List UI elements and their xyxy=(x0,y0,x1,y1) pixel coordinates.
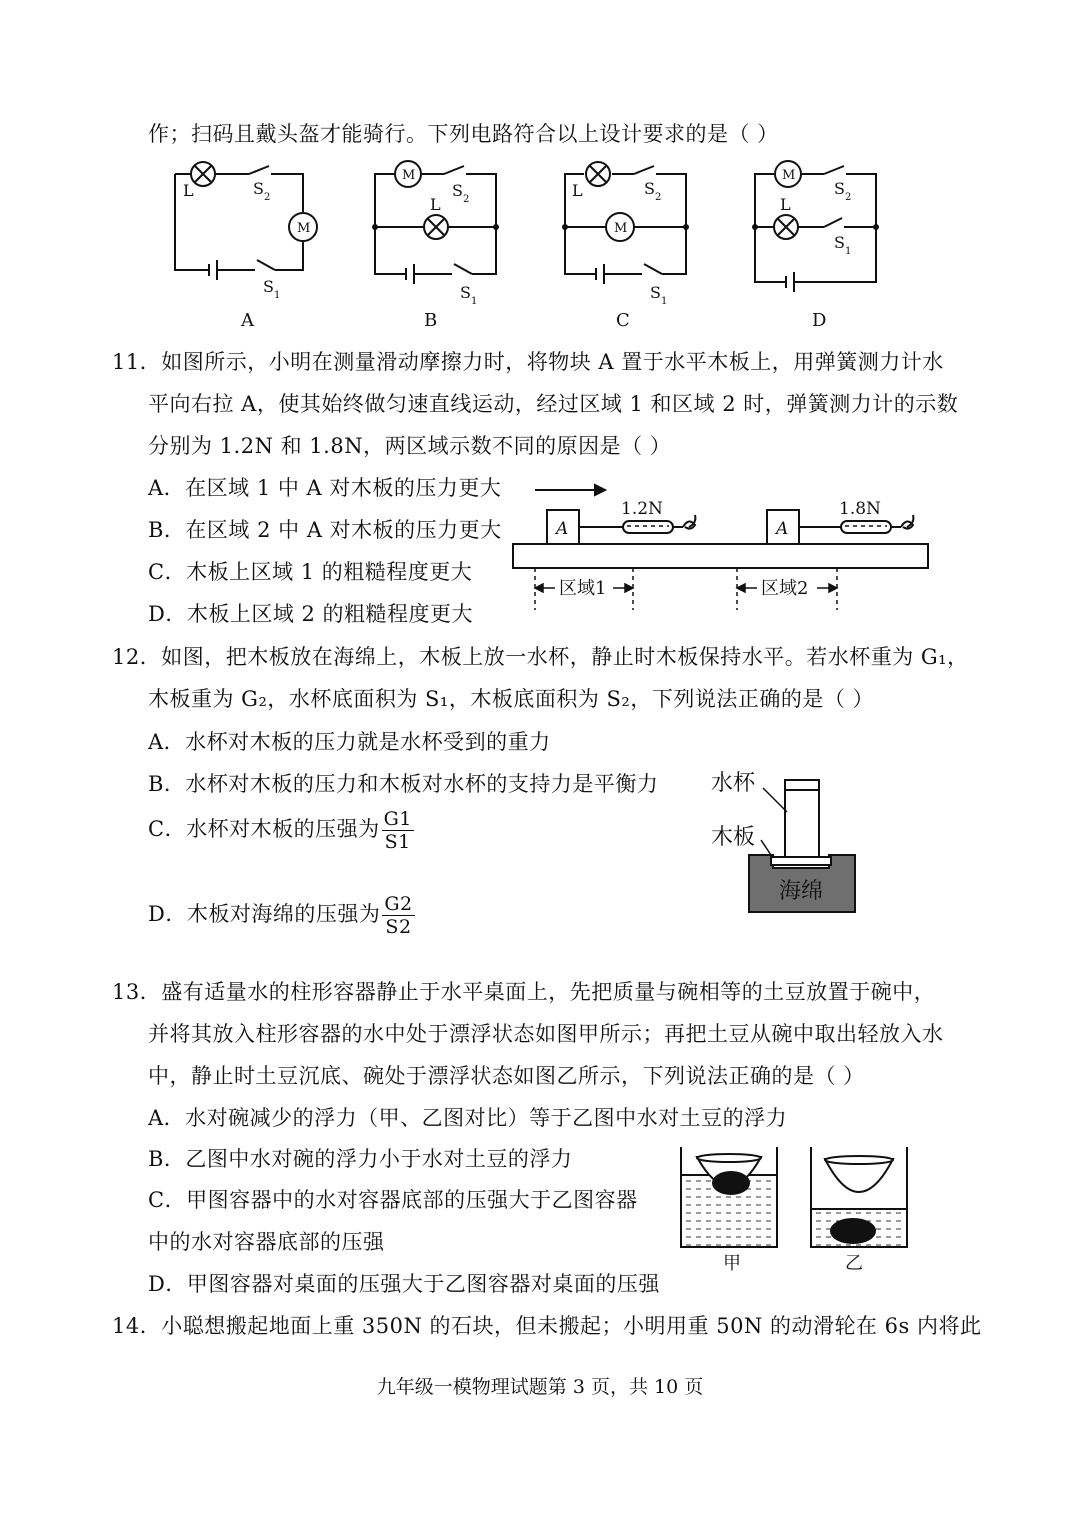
q11-stem-line-2: 平向右拉 A，使其始终做匀速直线运动，经过区域 1 和区域 2 时，弹簧测力计的示数 xyxy=(148,392,959,416)
option-a-label: A xyxy=(241,310,254,331)
board-label: 木板 xyxy=(711,825,756,850)
option-b-label: B xyxy=(424,310,438,331)
q13-option-c: C．甲图容器中的水对容器底部的压强大于乙图容器 xyxy=(148,1188,638,1212)
q12-option-c: C．水杯对木板的压强为 $\frac{G1}{S1}$ xyxy=(148,808,412,853)
svg-text:M: M xyxy=(782,168,796,183)
lamp-label: L xyxy=(183,181,194,200)
pressure-fraction-c: $\frac{G1}{S1}$ xyxy=(383,808,412,853)
q13-option-a: A．水对碗减少的浮力（甲、乙图对比）等于乙图中水对土豆的浮力 xyxy=(148,1106,788,1130)
region-1-label: 区域1 xyxy=(559,578,607,599)
circuit-diagram-a xyxy=(165,152,325,332)
q14-stem-line-1: 14．小聪想搬起地面上重 350N 的石块，但未搬起；小明用重 50N 的动滑轮在 6s 内将此 xyxy=(112,1314,982,1338)
svg-text:L: L xyxy=(430,195,441,214)
q11-stem-line-1: 11．如图所示，小明在测量滑动摩擦力时，将物块 A 置于水平木板上，用弹簧测力计水 xyxy=(112,350,944,374)
q11-option-c: C．木板上区域 1 的粗糙程度更大 xyxy=(148,560,473,584)
q11-option-d: D．木板上区域 2 的粗糙程度更大 xyxy=(148,602,474,626)
circuit-diagram-c xyxy=(550,152,710,332)
switch1-label: S xyxy=(263,277,274,296)
friction-experiment-figure xyxy=(505,470,935,620)
reading-2: 1.8N xyxy=(839,499,881,519)
q12-option-b: B．水杯对木板的压力和木板对水杯的支持力是平衡力 xyxy=(148,772,659,796)
circuit-diagram-d xyxy=(740,152,900,332)
option-c-label: C xyxy=(616,310,630,331)
cup-board-sponge-figure xyxy=(705,760,865,920)
svg-text:L: L xyxy=(780,195,791,214)
bowl-potato-figure xyxy=(675,1145,915,1275)
sponge-label: 海绵 xyxy=(779,879,824,904)
circuit-diagram-b xyxy=(360,152,520,332)
q11-stem-line-3: 分别为 1.2N 和 1.8N，两区域示数不同的原因是（ ） xyxy=(148,434,672,458)
reading-1: 1.2N xyxy=(621,499,663,519)
q13-stem-line-2: 并将其放入柱形容器的水中处于漂浮状态如图甲所示；再把土豆从碗中取出轻放入水 xyxy=(148,1022,944,1046)
svg-text:M: M xyxy=(614,221,628,236)
option-d-label: D xyxy=(812,310,827,331)
svg-text:1: 1 xyxy=(661,296,668,307)
block-a-label-2: A xyxy=(776,519,789,539)
q12-option-a: A．水杯对木板的压力就是水杯受到的重力 xyxy=(148,730,551,754)
q10-text: 作；扫码且戴头盔才能骑行。下列电路符合以上设计要求的是（ ） xyxy=(148,122,779,146)
q11-option-b: B．在区域 2 中 A 对木板的压力更大 xyxy=(148,518,502,542)
figure-jia-label: 甲 xyxy=(723,1253,741,1274)
svg-text:1: 1 xyxy=(845,246,852,257)
svg-text:2: 2 xyxy=(845,192,852,203)
pressure-fraction-d: $\frac{G2}{S2}$ xyxy=(384,893,413,938)
svg-text:S: S xyxy=(834,179,845,198)
region-2-label: 区域2 xyxy=(761,578,809,599)
block-a-label-1: A xyxy=(556,519,569,539)
svg-text:M: M xyxy=(402,168,416,183)
q13-option-c-cont: 中的水对容器底部的压强 xyxy=(148,1230,385,1254)
q13-stem-line-1: 13．盛有适量水的柱形容器静止于水平桌面上，先把质量与碗相等的土豆放置于碗中， xyxy=(112,980,936,1004)
svg-text:2: 2 xyxy=(655,192,662,203)
svg-text:1: 1 xyxy=(471,296,478,307)
svg-text:L: L xyxy=(572,181,583,200)
svg-text:S: S xyxy=(834,233,845,252)
q11-option-a: A．在区域 1 中 A 对木板的压力更大 xyxy=(148,476,502,500)
q13-stem-line-3: 中，静止时土豆沉底、碗处于漂浮状态如图乙所示，下列说法正确的是（ ） xyxy=(148,1064,865,1088)
svg-text:S: S xyxy=(650,283,661,302)
figure-yi-label: 乙 xyxy=(845,1253,863,1274)
page-footer: 九年级一模物理试题第 3 页，共 10 页 xyxy=(376,1376,704,1398)
cup-label: 水杯 xyxy=(711,771,756,796)
q13-option-b: B．乙图中水对碗的浮力小于水对土豆的浮力 xyxy=(148,1147,573,1171)
q12-stem-line-2: 木板重为 G₂，水杯底面积为 S₁，木板底面积为 S₂，下列说法正确的是（ ） xyxy=(148,687,875,711)
svg-text:S: S xyxy=(460,283,471,302)
svg-text:1: 1 xyxy=(274,290,281,301)
motor-label: M xyxy=(297,221,311,236)
svg-text:2: 2 xyxy=(264,192,271,203)
svg-text:S: S xyxy=(644,179,655,198)
switch2-label: S xyxy=(253,179,264,198)
q13-option-d: D．甲图容器对桌面的压强大于乙图容器对桌面的压强 xyxy=(148,1272,660,1296)
q12-stem-line-1: 12．如图，把木板放在海绵上，木板上放一水杯，静止时木板保持水平。若水杯重为 G₁， xyxy=(112,645,969,669)
q12-option-d: D．木板对海绵的压强为 $\frac{G2}{S2}$ xyxy=(148,893,413,938)
svg-text:2: 2 xyxy=(463,194,470,205)
svg-text:S: S xyxy=(452,181,463,200)
